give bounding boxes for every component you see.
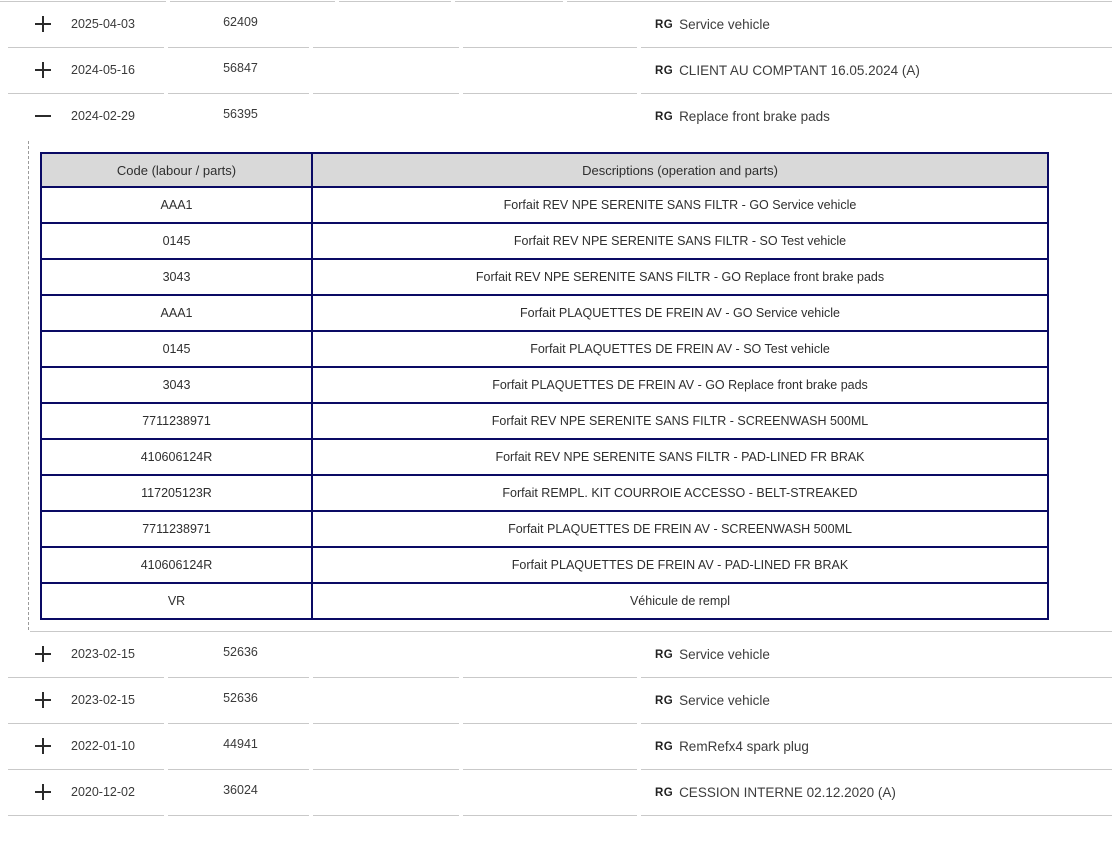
- service-history-row[interactable]: [0, 770, 1113, 815]
- detail-code-cell: 117205123R: [41, 475, 312, 511]
- column-header-code: Code (labour / parts): [41, 153, 312, 187]
- expand-toggle-icon[interactable]: [35, 16, 51, 32]
- service-history-row[interactable]: [0, 678, 1113, 723]
- expand-toggle-icon[interactable]: [35, 692, 51, 708]
- service-history-row[interactable]: [0, 48, 1113, 93]
- detail-table-row: [41, 439, 1048, 475]
- expand-toggle-icon[interactable]: [35, 738, 51, 754]
- detail-table-row: [41, 403, 1048, 439]
- detail-description-cell: Forfait PLAQUETTES DE FREIN AV - SO Test vehicle: [312, 331, 1048, 367]
- service-date: 2022-01-10: [71, 739, 135, 753]
- detail-code-cell: 7711238971: [41, 511, 312, 547]
- rg-tag: RG: [655, 648, 674, 661]
- service-description: Replace front brake pads: [679, 109, 830, 124]
- detail-table-row: [41, 187, 1048, 223]
- odometer-value: 44941: [223, 737, 258, 751]
- detail-table-row: [41, 331, 1048, 367]
- service-description: Service vehicle: [679, 693, 770, 708]
- expand-toggle-icon[interactable]: [35, 62, 51, 78]
- service-history-list: [0, 2, 1113, 816]
- service-description: Service vehicle: [679, 17, 770, 32]
- rg-tag: RG: [655, 786, 674, 799]
- detail-table-header-row: [41, 153, 1048, 187]
- odometer-value: 52636: [223, 645, 258, 659]
- detail-description-cell: Forfait REV NPE SERENITE SANS FILTR - SCREENWASH 500ML: [312, 403, 1048, 439]
- service-date: 2025-04-03: [71, 17, 135, 31]
- detail-code-cell: AAA1: [41, 295, 312, 331]
- detail-code-cell: 410606124R: [41, 547, 312, 583]
- rg-tag: RG: [655, 694, 674, 707]
- rg-tag: RG: [655, 64, 674, 77]
- detail-code-cell: 3043: [41, 259, 312, 295]
- rg-tag: RG: [655, 740, 674, 753]
- detail-description-cell: Forfait REV NPE SERENITE SANS FILTR - PAD-LINED FR BRAK: [312, 439, 1048, 475]
- expand-toggle-icon[interactable]: [35, 784, 51, 800]
- expand-toggle-icon[interactable]: [35, 646, 51, 662]
- detail-table-row: [41, 547, 1048, 583]
- rg-tag: RG: [655, 110, 674, 123]
- detail-description-cell: Forfait PLAQUETTES DE FREIN AV - GO Replace front brake pads: [312, 367, 1048, 403]
- operations-detail-table: [40, 152, 1049, 620]
- detail-description-cell: Forfait REMPL. KIT COURROIE ACCESSO - BELT-STREAKED: [312, 475, 1048, 511]
- detail-description-cell: Forfait REV NPE SERENITE SANS FILTR - GO Service vehicle: [312, 187, 1048, 223]
- service-history-row[interactable]: [0, 724, 1113, 769]
- service-date: 2024-02-29: [71, 109, 135, 123]
- detail-code-cell: 0145: [41, 223, 312, 259]
- detail-code-cell: 410606124R: [41, 439, 312, 475]
- expanded-row-detail: [0, 139, 1113, 632]
- service-description: CLIENT AU COMPTANT 16.05.2024 (A): [679, 63, 920, 78]
- service-date: 2023-02-15: [71, 647, 135, 661]
- detail-description-cell: Forfait PLAQUETTES DE FREIN AV - SCREENWASH 500ML: [312, 511, 1048, 547]
- detail-description-cell: Forfait PLAQUETTES DE FREIN AV - PAD-LINED FR BRAK: [312, 547, 1048, 583]
- odometer-value: 36024: [223, 783, 258, 797]
- odometer-value: 52636: [223, 691, 258, 705]
- service-description-cell: [655, 678, 770, 723]
- detail-code-cell: AAA1: [41, 187, 312, 223]
- service-description-cell: [655, 94, 830, 139]
- odometer-value: 56847: [223, 61, 258, 75]
- detail-code-cell: 0145: [41, 331, 312, 367]
- service-history-row[interactable]: [0, 2, 1113, 47]
- service-description-cell: [655, 770, 896, 815]
- service-description-cell: [655, 48, 920, 93]
- detail-description-cell: Forfait PLAQUETTES DE FREIN AV - GO Service vehicle: [312, 295, 1048, 331]
- detail-table-row: [41, 475, 1048, 511]
- service-description-cell: [655, 632, 770, 677]
- service-description: RemRefx4 spark plug: [679, 739, 809, 754]
- detail-table-row: [41, 511, 1048, 547]
- detail-description-cell: Véhicule de rempl: [312, 583, 1048, 619]
- detail-table-row: [41, 367, 1048, 403]
- service-date: 2024-05-16: [71, 63, 135, 77]
- detail-code-cell: 7711238971: [41, 403, 312, 439]
- service-description: CESSION INTERNE 02.12.2020 (A): [679, 785, 896, 800]
- service-date: 2023-02-15: [71, 693, 135, 707]
- tree-branch-dashed-line: [28, 141, 29, 630]
- detail-table-row: [41, 223, 1048, 259]
- detail-table-row: [41, 583, 1048, 619]
- service-history-row[interactable]: [0, 632, 1113, 677]
- row-divider: [0, 815, 1112, 816]
- service-date: 2020-12-02: [71, 785, 135, 799]
- service-history-row[interactable]: [0, 94, 1113, 139]
- detail-description-cell: Forfait REV NPE SERENITE SANS FILTR - GO Replace front brake pads: [312, 259, 1048, 295]
- rg-tag: RG: [655, 18, 674, 31]
- detail-code-cell: VR: [41, 583, 312, 619]
- detail-table-row: [41, 259, 1048, 295]
- column-header-descriptions: Descriptions (operation and parts): [312, 153, 1048, 187]
- odometer-value: 56395: [223, 107, 258, 121]
- odometer-value: 62409: [223, 15, 258, 29]
- expand-toggle-icon[interactable]: [35, 108, 51, 124]
- service-description: Service vehicle: [679, 647, 770, 662]
- detail-description-cell: Forfait REV NPE SERENITE SANS FILTR - SO Test vehicle: [312, 223, 1048, 259]
- detail-table-row: [41, 295, 1048, 331]
- service-description-cell: [655, 724, 809, 769]
- detail-code-cell: 3043: [41, 367, 312, 403]
- service-description-cell: [655, 2, 770, 47]
